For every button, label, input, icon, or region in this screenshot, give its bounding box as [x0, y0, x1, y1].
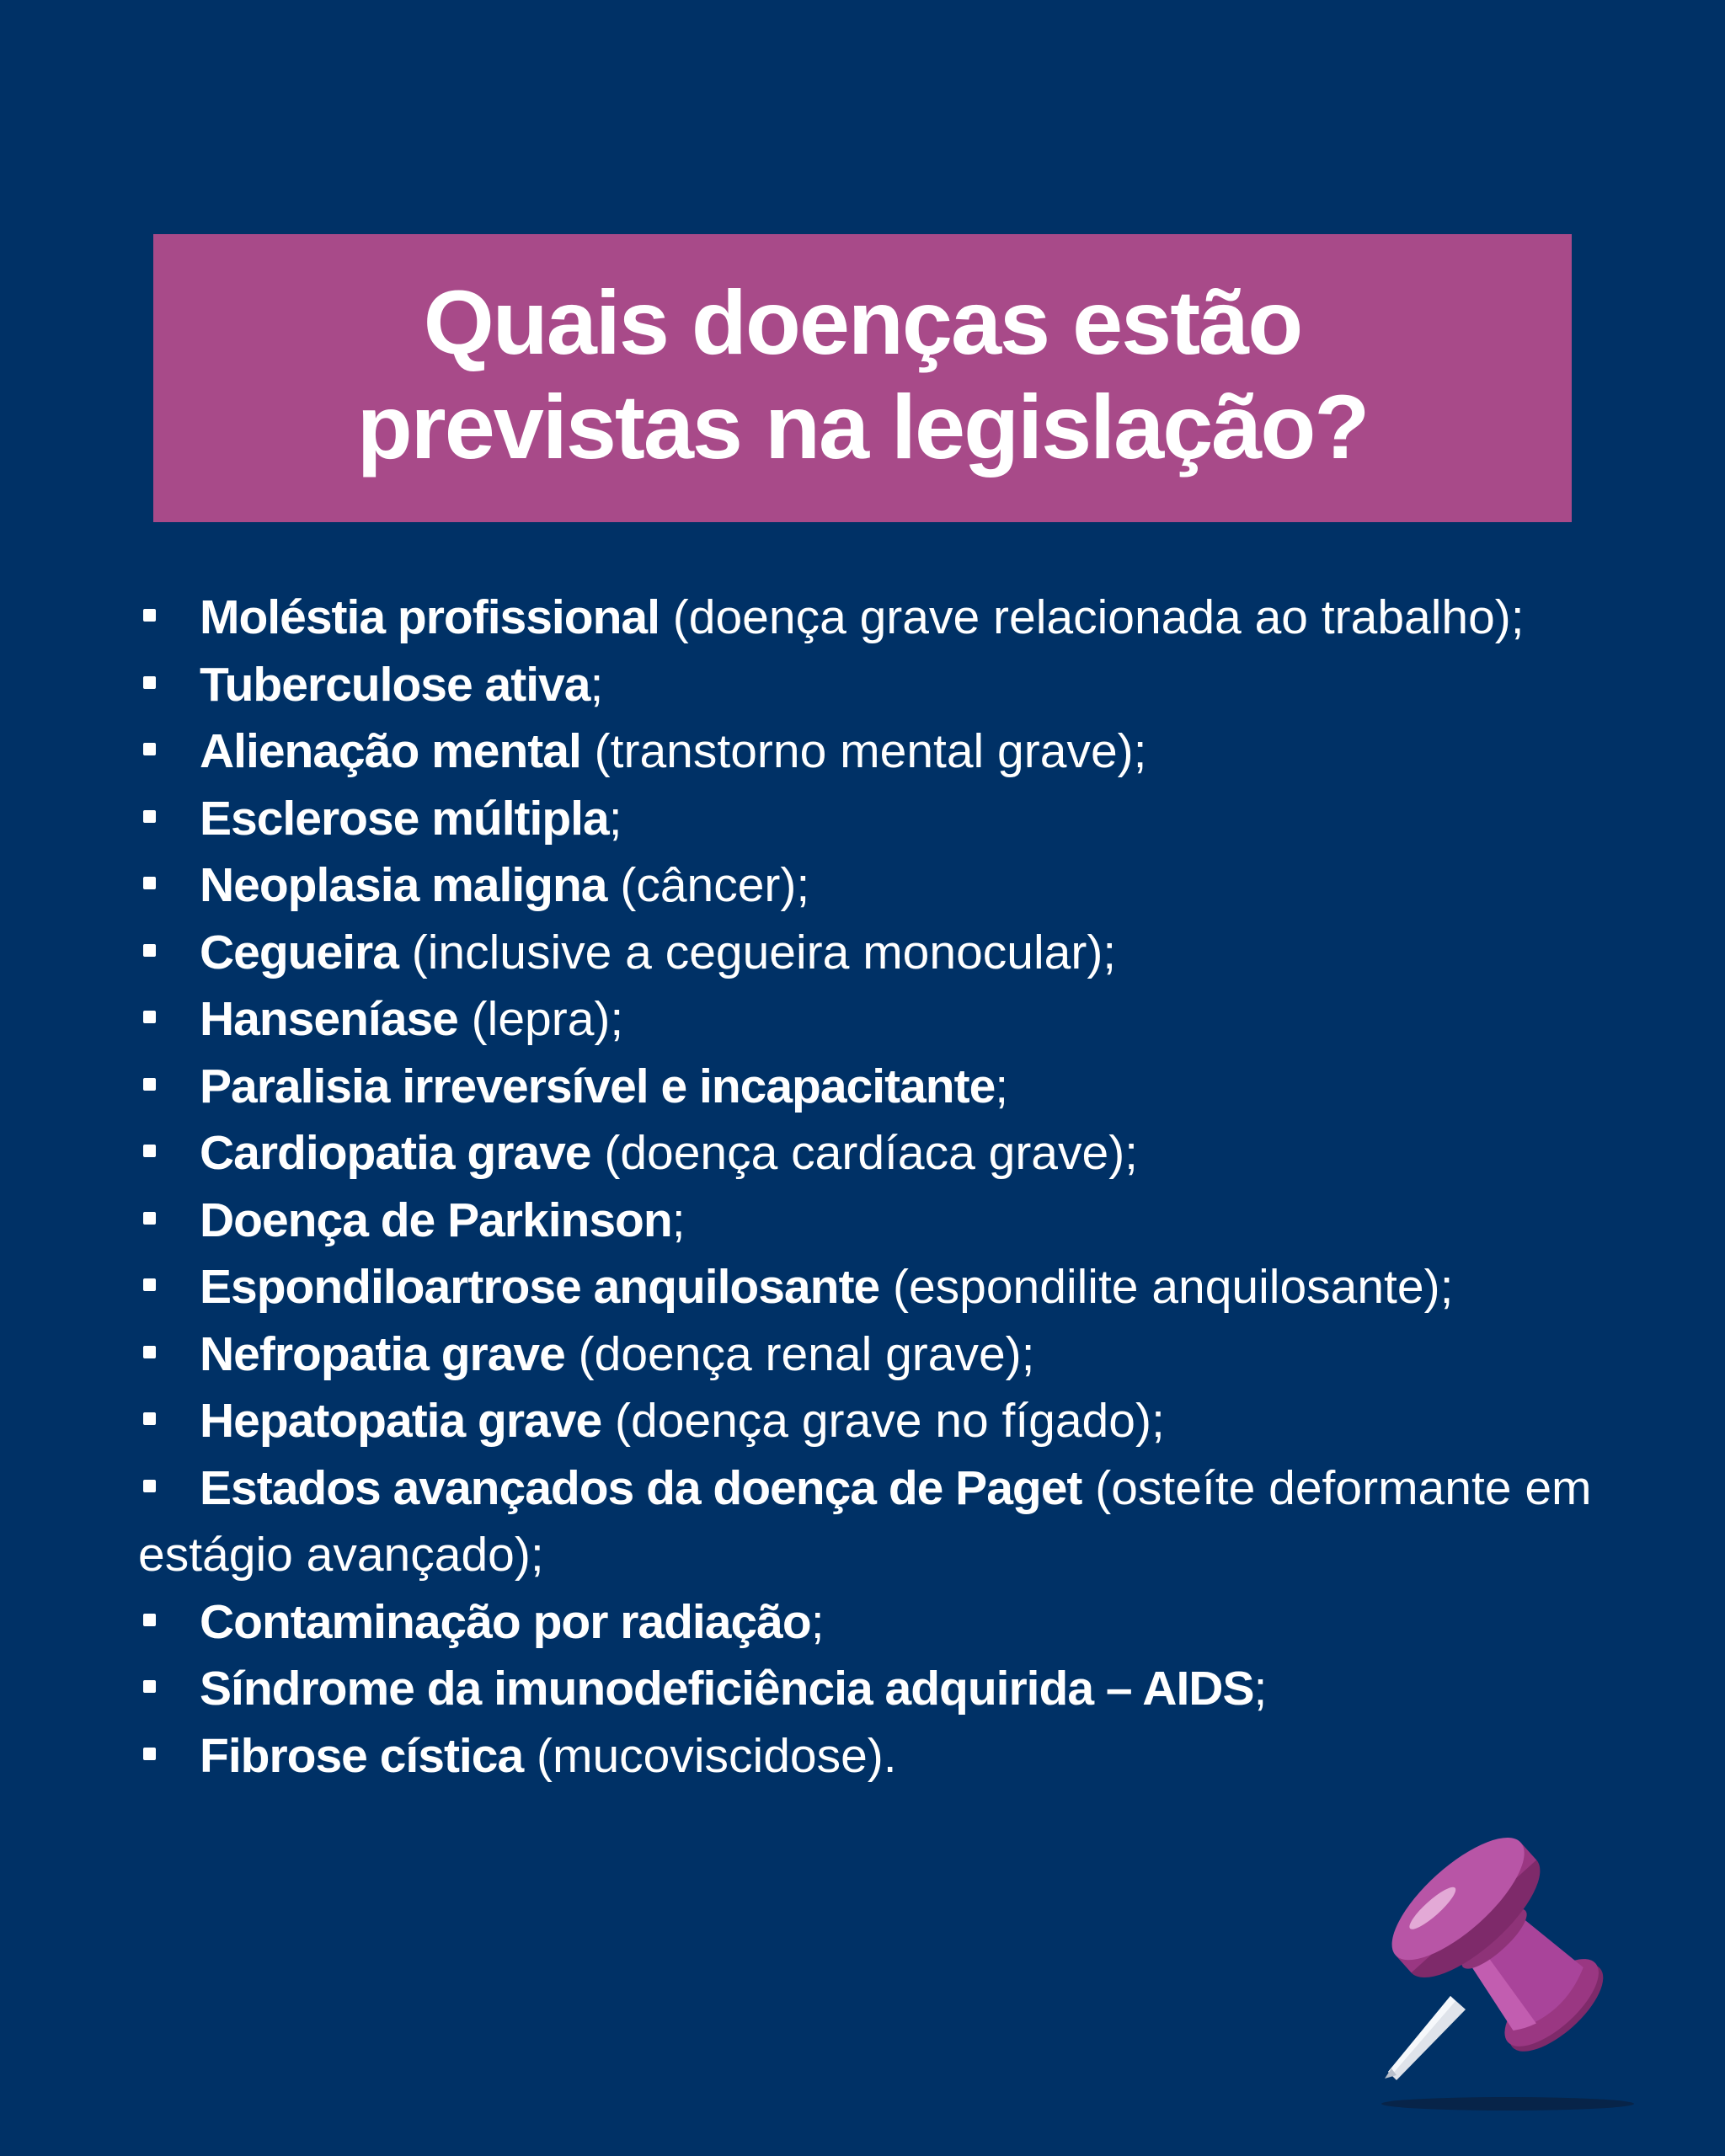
- list-item: [138, 786, 1696, 853]
- disease-detail: ;: [995, 1059, 1009, 1113]
- bullet-icon: [143, 1145, 156, 1157]
- list-item: [138, 852, 1696, 920]
- disease-detail: ;: [810, 1594, 825, 1649]
- bullet-icon: [143, 1078, 156, 1091]
- bullet-icon: [143, 1680, 156, 1693]
- bullet-icon: [143, 877, 156, 889]
- disease-name: Síndrome da imunodeficiência adquirida – AIDS: [200, 1662, 1254, 1716]
- disease-name: Contaminação por radiação: [200, 1594, 811, 1649]
- bullet-icon: [143, 676, 156, 689]
- disease-detail: ;: [671, 1193, 686, 1247]
- disease-name: Nefropatia grave: [200, 1326, 565, 1381]
- list-item: [138, 1656, 1696, 1723]
- list-item: [138, 1723, 1696, 1790]
- list-item: [138, 1589, 1696, 1657]
- list-item: [138, 1455, 1654, 1589]
- list-item: [138, 1321, 1696, 1389]
- disease-detail: (doença renal grave);: [564, 1326, 1035, 1381]
- disease-detail: (doença grave relacionada ao trabalho);: [659, 590, 1525, 644]
- disease-detail: ;: [608, 791, 622, 846]
- title-banner: [153, 234, 1572, 522]
- list-item: [138, 1120, 1696, 1187]
- disease-name: Alienação mental: [200, 724, 581, 778]
- bullet-icon: [143, 609, 156, 622]
- bullet-icon: [143, 743, 156, 755]
- bullet-icon: [143, 1011, 156, 1023]
- diseases-list: [138, 584, 1696, 1790]
- bullet-icon: [143, 1278, 156, 1291]
- list-item: [138, 986, 1696, 1054]
- bullet-icon: [143, 1748, 156, 1760]
- disease-name: Cegueira: [200, 925, 398, 979]
- list-item: [138, 1254, 1696, 1321]
- disease-name: Estados avançados da doença de Paget: [200, 1460, 1082, 1515]
- disease-name: Espondiloartrose anquilosante: [200, 1260, 880, 1314]
- bullet-icon: [143, 944, 156, 957]
- disease-detail: ;: [1253, 1662, 1268, 1716]
- disease-detail: (lepra);: [457, 992, 624, 1046]
- disease-name: Doença de Parkinson: [200, 1193, 672, 1247]
- disease-detail: (doença cardíaca grave);: [590, 1126, 1139, 1180]
- disease-name: Esclerose múltipla: [200, 791, 609, 846]
- page-title-line-1: Quais doenças estão: [423, 271, 1302, 373]
- disease-name: Moléstia profissional: [200, 590, 660, 644]
- bullet-icon: [143, 1614, 156, 1626]
- disease-name: Fibrose cística: [200, 1728, 524, 1783]
- disease-name: Neoplasia maligna: [200, 858, 607, 912]
- list-item: [138, 652, 1696, 719]
- bullet-icon: [143, 1480, 156, 1492]
- bullet-icon: [143, 1412, 156, 1425]
- list-item: [138, 1388, 1696, 1455]
- list-item: [138, 920, 1696, 987]
- push-pin-icon: [1348, 1785, 1668, 2122]
- disease-name: Paralisia irreversível e incapacitante: [200, 1059, 996, 1113]
- disease-detail: (mucoviscidose).: [523, 1728, 897, 1783]
- bullet-icon: [143, 1346, 156, 1358]
- disease-detail: (câncer);: [606, 858, 810, 912]
- disease-detail: (espondilite anquilosante);: [879, 1260, 1454, 1314]
- disease-name: Hanseníase: [200, 992, 458, 1046]
- disease-detail: (inclusive a cegueira monocular);: [398, 925, 1117, 979]
- list-item: [138, 584, 1696, 652]
- disease-name: Hepatopatia grave: [200, 1394, 602, 1448]
- bullet-icon: [143, 1212, 156, 1225]
- disease-name: Tuberculose ativa: [200, 657, 590, 712]
- list-item: [138, 1054, 1696, 1121]
- list-item: [138, 718, 1696, 786]
- disease-detail: (osteíte deformante em estágio avançado);: [138, 1460, 1592, 1582]
- bullet-icon: [143, 810, 156, 823]
- list-item: [138, 1187, 1696, 1255]
- disease-detail: ;: [590, 657, 604, 712]
- page-title-line-2: previstas na legislação?: [356, 376, 1369, 478]
- disease-detail: (doença grave no fígado);: [601, 1394, 1165, 1448]
- disease-name: Cardiopatia grave: [200, 1126, 591, 1180]
- disease-detail: (transtorno mental grave);: [580, 724, 1147, 778]
